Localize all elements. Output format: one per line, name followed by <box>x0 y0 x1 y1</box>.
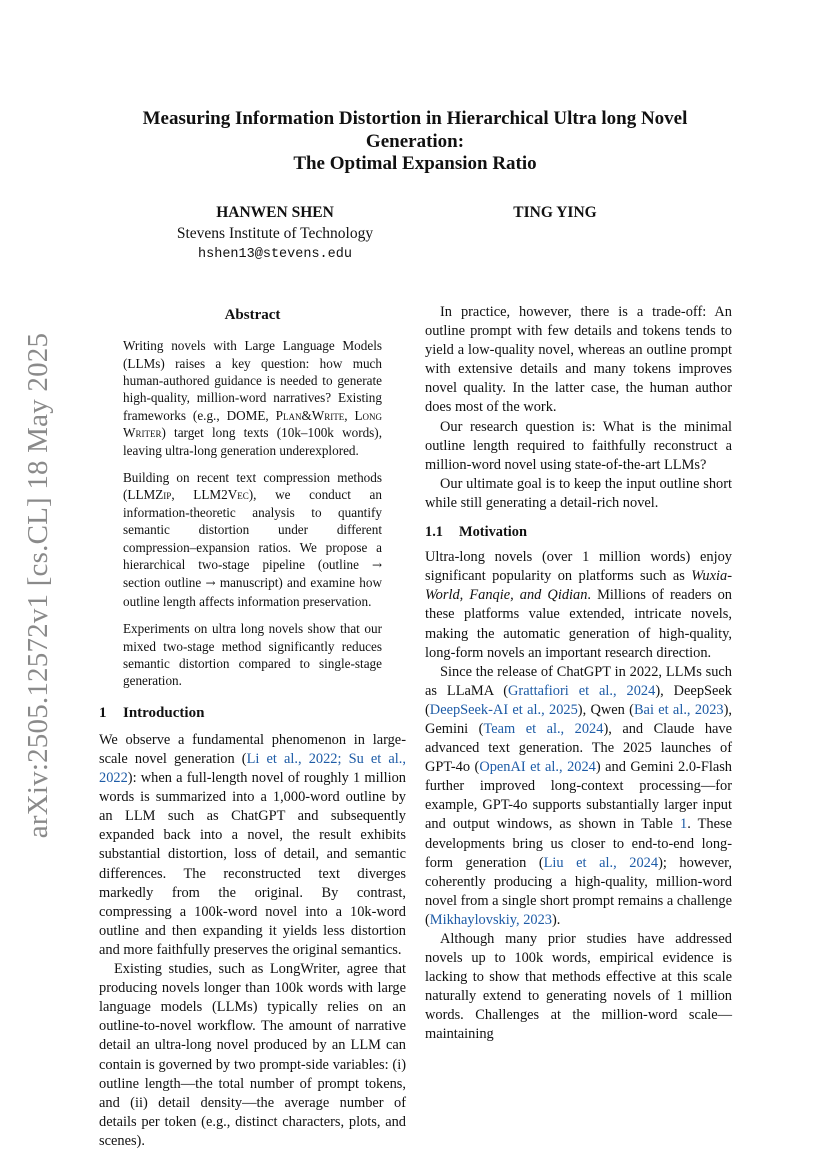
motivation-paragraph-2 <box>425 663 732 930</box>
text-span: section outline <box>123 575 206 591</box>
paper-title <box>100 108 730 176</box>
author-name: HANWEN SHEN <box>216 204 334 221</box>
author-name: TING YING <box>513 204 597 221</box>
citation-link[interactable]: Mikhaylovskiy, 2023 <box>429 911 552 928</box>
text-span: ), we conduct an information-theoretic analysis to quantify semantic distortion under different compression–expansion ratios. We propose a hierarchical two-stage pipeline (outline <box>123 487 382 572</box>
motivation-paragraph-3: Although many prior studies have addressed novels up to 100k words, empirical evidence is lacking to show that methods effective at this scale naturally extend to generating novels of 1 million words. Challenges at the million-word scale—maintaining <box>425 931 732 1043</box>
author-affiliation: Stevens Institute of Technology <box>176 225 374 242</box>
left-column <box>99 300 406 1151</box>
text-span: , <box>344 407 355 423</box>
text-span: Ultra-long novels (over 1 million words) enjoy significant popularity on platforms such as <box>425 549 732 585</box>
text-span: We observe a fundamental phenomenon in large-scale novel generation ( <box>99 731 406 767</box>
title-line-3: The Optimal Expansion Ratio <box>293 153 537 174</box>
citation-link[interactable]: Team et al., 2024 <box>483 720 604 737</box>
method-name: LLMZip <box>127 487 172 503</box>
framework-name: Long Writer <box>123 407 383 441</box>
title-line-2: Generation: <box>365 130 465 152</box>
title-line-1: Measuring Information Distortion in Hierarchical Ultra long Novel <box>142 108 688 129</box>
text-span: manuscript) and examine how outline length affects information preservation. <box>123 575 382 609</box>
motivation-paragraph-1 <box>425 548 732 663</box>
author-block-1 <box>150 202 400 265</box>
subsection-heading-motivation <box>425 523 732 542</box>
text-span: Since the release of ChatGPT in 2022, LLMs such as LLaMA ( <box>425 663 732 699</box>
arxiv-identifier-text: arXiv:2505.12572v1 [cs.CL] 18 May 2025 <box>22 332 55 838</box>
abstract-heading: Abstract <box>224 307 281 323</box>
text-span: ). <box>551 911 561 928</box>
text-span: Writing novels with Large Language Models (LLMs) raises a key question: how much human-authored guidance is needed to generate high-quality, million-word narratives? Existing frameworks (e.g., DOME, <box>123 338 382 423</box>
right-arrow-icon: → <box>371 557 382 572</box>
text-span: , <box>171 487 194 503</box>
intro-paragraph-2: Existing studies, such as LongWriter, agree that producing novels longer than 100k words with large language models (LLMs) typically relies on an outline-to-novel workflow. The amount of narrative detail an ultra-long novel produced by an LLM can contain is governed by two prompt-side variables: (i) outline length—the total number of prompt tokens, and (ii) detail density—the average number of details per token (e.g., distinct characters, plots, and scenes). <box>99 961 406 1149</box>
author-email: hshen13@stevens.edu <box>198 247 352 262</box>
text-span: ); however, coherently producing a high-quality, million-word novel from a single short prompt remains a challenge ( <box>425 854 732 928</box>
citation-link[interactable]: DeepSeek-AI et al., 2025 <box>429 701 578 718</box>
intro-paragraph-3: In practice, however, there is a trade-off: An outline prompt with few details and tokens tends to yield a low-quality novel, whereas an outline prompt with extensive details and many tokens improves novel quality. In the latter case, the human author does most of the work. <box>425 304 732 416</box>
table-reference-link[interactable]: 1 <box>680 816 688 833</box>
abstract-paragraph-1 <box>123 337 382 459</box>
text-span: ), Qwen ( <box>577 701 634 718</box>
citation-link[interactable]: Li et al., 2022; Su et al., 2022 <box>99 751 406 787</box>
text-span: Building on recent text compression methods ( <box>123 469 382 503</box>
right-column <box>425 303 732 1045</box>
citation-link[interactable]: Liu et al., 2024 <box>543 854 659 871</box>
section-title: Introduction <box>123 704 205 721</box>
platform-names: Wuxia-World, Fanqie, and Qidian <box>425 568 732 604</box>
text-span: ), DeepSeek ( <box>425 682 732 718</box>
citation-link[interactable]: Bai et al., 2023 <box>633 701 724 718</box>
subsection-title: Motivation <box>459 524 527 541</box>
intro-paragraph-1 <box>99 731 406 960</box>
intro-paragraph-4: Our research question is: What is the minimal outline length required to faithfully reconstruct a million-word novel using state-of-the-art LLMs? <box>425 418 732 473</box>
citation-link[interactable]: OpenAI et al., 2024 <box>479 759 596 776</box>
section-heading-introduction <box>99 704 406 723</box>
author-block-2 <box>430 202 680 223</box>
section-number: 1 <box>99 704 107 721</box>
method-name: LLM2Vec <box>193 487 249 503</box>
intro-paragraph-5: Our ultimate goal is to keep the input outline short while still generating a detail-rich novel. <box>425 475 732 511</box>
framework-name: Plan&Write <box>275 407 345 423</box>
text-span: . Millions of readers on these platforms value extended, intricate novels, making the automatic generation of high-quality, long-form novels an important research direction. <box>425 587 733 661</box>
text-span: . These developments bring us closer to end-to-end long-form generation ( <box>425 816 733 871</box>
subsection-number: 1.1 <box>425 524 443 541</box>
right-arrow-icon: → <box>205 576 216 591</box>
text-span: ) target long texts (10k–100k words), leaving ultra-long generation underexplored. <box>123 425 382 458</box>
abstract-paragraph-3: Experiments on ultra long novels show that our mixed two-stage method significantly reduces semantic distortion compared to single-stage generation. <box>123 621 382 689</box>
abstract-paragraph-2 <box>123 469 382 610</box>
arxiv-identifier-stamp <box>14 332 64 838</box>
text-span: ), Gemini ( <box>425 701 732 737</box>
text-span: ), and Claude have advanced text generation. The 2025 launches of GPT-4o ( <box>425 720 733 776</box>
text-span: ): when a full-length novel of roughly 1 million words is summarized into a 1,000-word outline by an LLM such as ChatGPT and subsequently expanded back into a novel, the result exhibits substantial distortion, loss of detail, and semantic differences. The reconstructed text diverges markedly from the original. By contrast, compressing a 100k-word novel into a 10k-word outline and then expanding it yields less distortion and more faithfully preserves the original semantics. <box>99 770 406 958</box>
text-span: ) and Gemini 2.0-Flash further improved long-context processing—for example, GPT-4o supports substantially larger input and output windows, as shown in Table <box>425 759 733 833</box>
citation-link[interactable]: Grattafiori et al., 2024 <box>508 682 656 699</box>
